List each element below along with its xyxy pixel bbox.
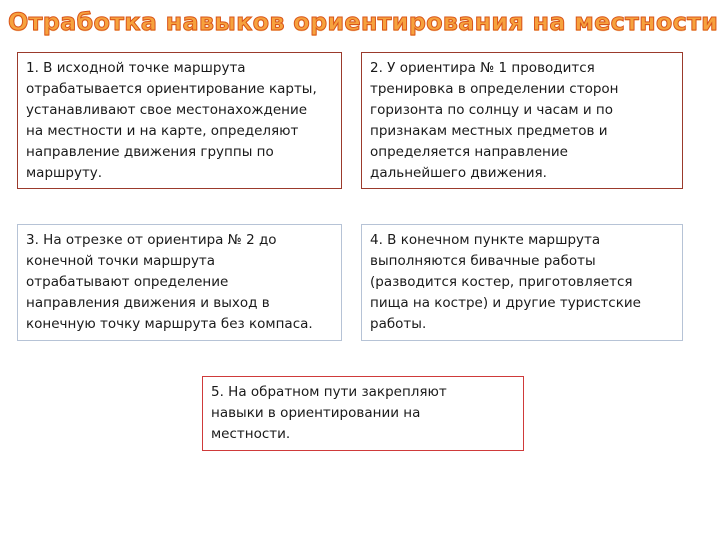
slide-title: Отработка навыков ориентирования на местности [8,8,719,36]
step-box-3: 3. На отрезке от ориентира № 2 до конечной точки маршрута отрабатывают определение направления движения и выход в конечную точку маршрута без компаса. [17,224,342,341]
step-box-1: 1. В исходной точке маршрута отрабатывается ориентирование карты, устанавливают свое местонахождение на местности и на карте, определяют направление движения группы по маршруту. [17,52,342,189]
step-box-4: 4. В конечном пункте маршрута выполняются бивачные работы (разводится костер, приготовляется пища на костре) и другие туристские работы. [361,224,683,341]
step-box-2: 2. У ориентира № 1 проводится тренировка в определении сторон горизонта по солнцу и часам и по признакам местных предметов и определяется направление дальнейшего движения. [361,52,683,189]
step-box-5: 5. На обратном пути закрепляют навыки в ориентировании на местности. [202,376,524,451]
